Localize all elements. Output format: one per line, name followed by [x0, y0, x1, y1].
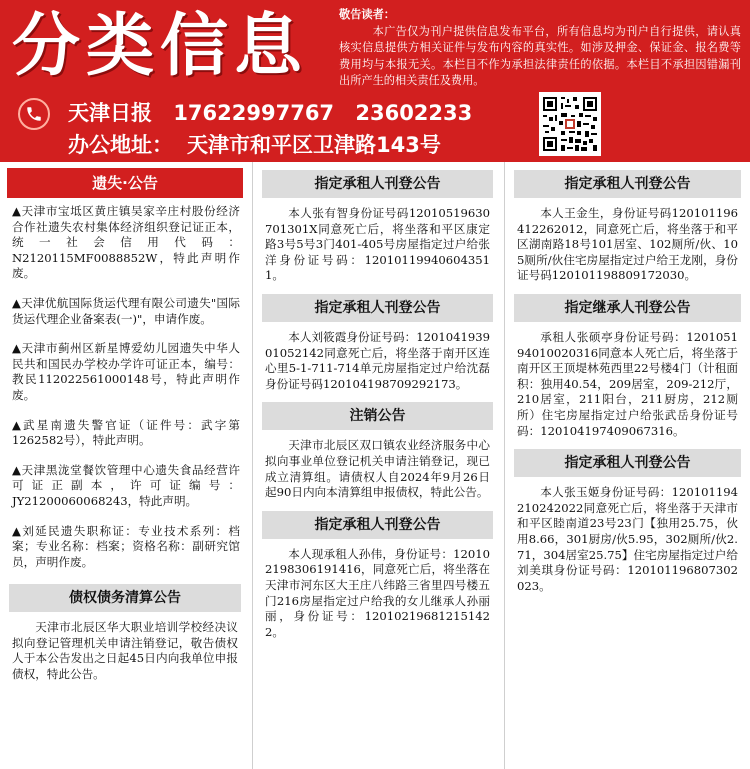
phone-icon	[18, 98, 50, 130]
lost-item: ▲天津市宝坻区黄庄镇吴家辛庄村股份经济合作社遗失农村集体经济组织登记证正本，统一社会信用代码：N2120115MF0088852W，特此声明作废。	[12, 204, 240, 281]
notice-title-1: 指定承租人刊登公告	[262, 170, 493, 198]
column-1	[0, 162, 250, 769]
phone-number-2: 23602233	[355, 101, 473, 125]
notice-body: 本广告仅为刊户提供信息发布平台，所有信息均为刊户自行提供，请认真核实信息提供方相关证件与发布内容的真实性。如涉及押金、保证金、报名费等费用均与本报无关。本栏目不作为承担法律责任的依据。本栏目不承担因错漏刊出所产生的相关责任及费用。	[339, 24, 741, 87]
notice-title: 敬告读者：	[339, 8, 395, 21]
notice-body-4: 本人现承租人孙伟，身份证号：120102198306191416，同意死亡后，将坐落在天津市河东区大王庄八纬路三省里四号楼五门216房屋指定过户给我的女儿继承人孙丽丽，身份证号：120102196812151422。	[265, 546, 490, 639]
column-2	[252, 162, 502, 769]
notice-title-4: 指定承租人刊登公告	[262, 511, 493, 539]
heir-notice-title: 指定继承人刊登公告	[514, 294, 741, 322]
reader-notice	[339, 7, 741, 90]
lost-item: ▲武星南遗失警官证（证件号：武字第1262582号），特此声明。	[12, 417, 240, 448]
contact-line	[68, 97, 486, 127]
address-line	[68, 129, 455, 159]
lost-item: ▲天津市蓟州区新星博爱幼儿园遗失中华人民共和国民办学校办学许可证正本，编号：教民112022561000148号，特此声明作废。	[12, 341, 240, 402]
paper-name: 天津日报	[68, 101, 152, 125]
notice-body-1: 本人张有智身份证号码12010519630701301X同意死亡后，将坐落和平区康定路3号5号3门401-405号房屋指定过户给张洋身份证号码：120101199406043511。	[265, 206, 490, 283]
section-title: 分类信息	[12, 7, 309, 86]
classified-header	[0, 0, 750, 162]
cancellation-notice-title: 注销公告	[262, 402, 493, 430]
lost-item: ▲刘延民遗失职称证：专业技术系列：档案；专业名称：档案；资格名称：副研究馆员，声明作废。	[12, 523, 240, 569]
lost-notice-title: 遗失·公告	[7, 168, 243, 198]
notice-body-5: 本人王金生，身份证号码120101196412262012，同意死亡后，将坐落于和平区湖南路18号101居室、102厕所/伙、105厕所/伙住宅房屋指定过户给王龙刚，身份证号码120101198809172030。	[517, 206, 738, 283]
phone-number-1: 17622997767	[173, 101, 335, 125]
debt-liquidation-title: 债权债务清算公告	[9, 584, 241, 612]
notice-title-5: 指定承租人刊登公告	[514, 170, 741, 198]
notice-title-2: 指定承租人刊登公告	[262, 294, 493, 322]
lost-item: ▲天津优航国际货运代理有限公司遗失"国际货运代理企业备案表(一)"，申请作废。	[12, 295, 240, 326]
notice-body-2: 本人刘筱霞身份证号码：120104193901052142同意死亡后，将坐落于南开区连心里5-1-711-714单元房屋指定过户给沈磊身份证号码120104198709292173。	[265, 329, 490, 391]
notice-title-7: 指定承租人刊登公告	[514, 449, 741, 477]
address-value: 天津市和平区卫津路143号	[187, 133, 441, 157]
debt-liquidation-body: 天津市北辰区华大职业培训学校经决议拟向登记管理机关申请注销登记，敬告债权人于本公告发出之日起45日内向我单位申报债权，特此公告。	[12, 620, 238, 682]
notice-body-7: 本人张玉姬身份证号码：120101194210242022同意死亡后，将坐落于天津市和平区睦南道23号23门【独用25.75，伙用8.66，301厨房/伙5.95，302厕所/伙2.71，304居室25.75】住宅房屋指定过户给刘美琪身份证号码：120101196807302023。	[517, 485, 738, 593]
address-label: 办公地址：	[68, 133, 173, 157]
heir-notice-body: 承租人张硕亭身份证号码：120105194010020316同意本人死亡后，将坐落于南开区王顶堤林苑西里22号楼4门（计租面积：独用40.54，209居室，209-212厅，210居室，211阳台，211厨房，212厕所）住宅房屋指定过户给张武岳身份证号码：120104197409067316。	[517, 329, 738, 438]
lost-item: ▲天津黑泷堂餐饮管理中心遗失食品经营许可证正副本，许可证编号：JY21200060068243，特此声明。	[12, 462, 240, 508]
qr-code-icon	[539, 92, 601, 156]
cancellation-notice-body: 天津市北辰区双口镇农业经济服务中心拟向事业单位登记机关申请注销登记，现已成立清算组。请债权人自2024年9月26日起90日内向本清算组申报债权，特此公告。	[265, 438, 490, 500]
column-3	[504, 162, 750, 769]
